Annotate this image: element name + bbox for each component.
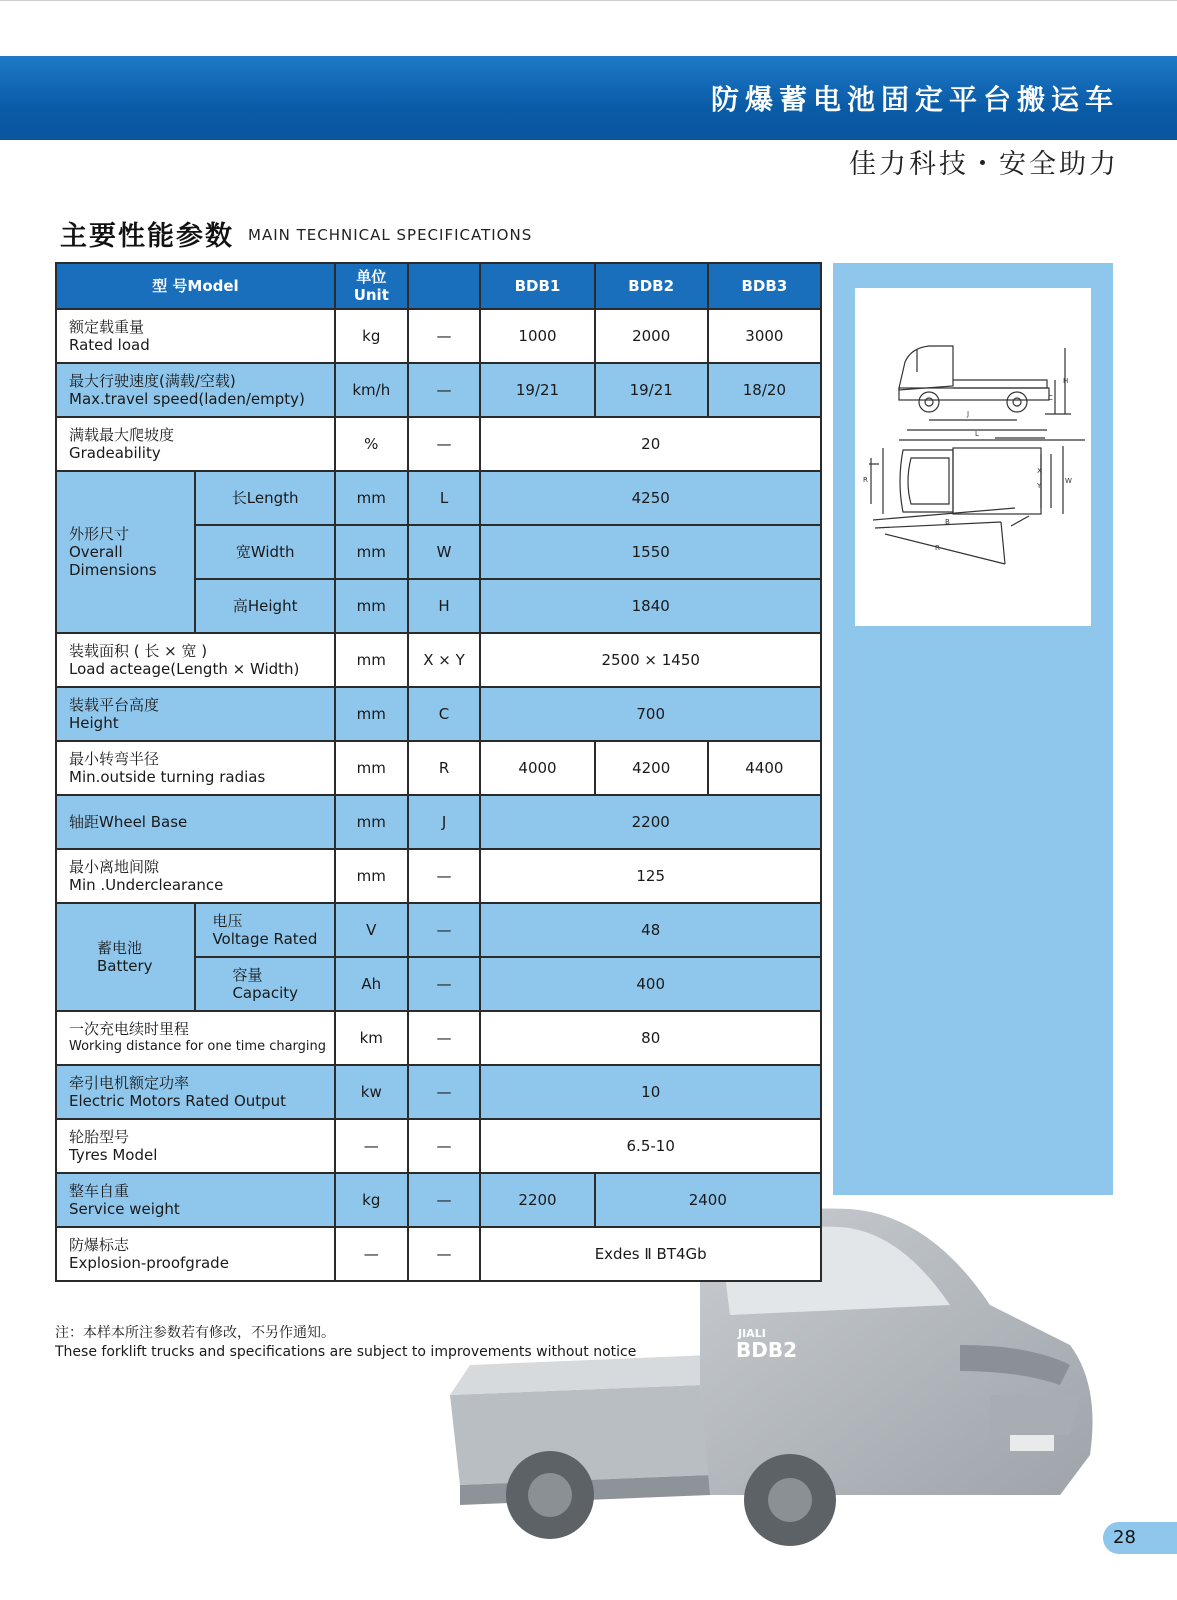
table-row-gradeability: [56, 417, 821, 471]
table-row-explosion-grade: [56, 1227, 821, 1281]
row-unit: mm: [335, 579, 408, 633]
table-row-max-speed: [56, 363, 821, 417]
group-label-battery: [56, 903, 195, 1011]
row-label: [56, 309, 335, 363]
row-symbol: —: [408, 309, 481, 363]
row-unit: kw: [335, 1065, 408, 1119]
spec-table: [55, 262, 822, 1282]
header-bdb2: BDB2: [595, 263, 708, 309]
value-all: Exdes Ⅱ BT4Gb: [480, 1227, 821, 1281]
row-label-zh: 最大行驶速度(满载/空载): [69, 372, 236, 390]
top-rule: [0, 0, 1177, 1]
row-symbol: L: [408, 471, 481, 525]
group-label-zh: 外形尺寸: [69, 525, 130, 543]
truck-brand: JIALI: [738, 1327, 766, 1340]
row-label-en: Min.outside turning radias: [69, 768, 266, 786]
row-symbol: —: [408, 1065, 481, 1119]
header-symbol: [408, 263, 481, 309]
row-label-zh: 最小转弯半径: [69, 750, 160, 768]
value-bdb3: 3000: [708, 309, 821, 363]
row-label-zh: 轮胎型号: [69, 1128, 130, 1146]
row-symbol: R: [408, 741, 481, 795]
value-all: 48: [480, 903, 821, 957]
sub-label: 高Height: [195, 579, 334, 633]
sub-label-zh: 电压: [212, 912, 243, 930]
section-title: 主要性能参数: [60, 221, 234, 252]
row-label: [56, 741, 335, 795]
value-all: 20: [480, 417, 821, 471]
row-label-zh: 最小离地间隙: [69, 858, 160, 876]
row-label: [56, 1119, 335, 1173]
value-all: 10: [480, 1065, 821, 1119]
row-symbol: —: [408, 1011, 481, 1065]
row-symbol: C: [408, 687, 481, 741]
row-label-en: Service weight: [69, 1200, 180, 1218]
row-unit: V: [335, 903, 408, 957]
table-row-tyres: [56, 1119, 821, 1173]
row-label: 轴距Wheel Base: [56, 795, 335, 849]
row-label: [56, 417, 335, 471]
row-label: [56, 1173, 335, 1227]
row-unit: mm: [335, 849, 408, 903]
table-header-row: [56, 263, 821, 309]
row-symbol: —: [408, 849, 481, 903]
row-label-zh: 一次充电续时里程: [69, 1020, 190, 1038]
row-unit: mm: [335, 633, 408, 687]
svg-text:R: R: [935, 544, 940, 552]
row-symbol: —: [408, 363, 481, 417]
row-label: [56, 633, 335, 687]
footnote-zh: 注：本样本所注参数若有修改，不另作通知。: [55, 1325, 335, 1341]
row-symbol: W: [408, 525, 481, 579]
value-all: 125: [480, 849, 821, 903]
sub-label-en: Capacity: [232, 984, 298, 1002]
svg-text:B: B: [945, 518, 950, 526]
row-label-en: Load acteage(Length × Width): [69, 660, 300, 678]
page-number: 28: [1113, 1527, 1136, 1548]
row-label-en: Working distance for one time charging: [69, 1039, 327, 1054]
row-unit: km/h: [335, 363, 408, 417]
header-banner: [0, 56, 1177, 140]
value-all: 400: [480, 957, 821, 1011]
header-unit: [335, 263, 408, 309]
row-label-zh: 满载最大爬坡度: [69, 426, 175, 444]
value-bdb2-bdb3: 2400: [595, 1173, 821, 1227]
section-subtitle: MAIN TECHNICAL SPECIFICATIONS: [248, 226, 533, 244]
row-label-zh: 牵引电机额定功率: [69, 1074, 190, 1092]
value-all: 1550: [480, 525, 821, 579]
row-label: [56, 1065, 335, 1119]
table-row-load-area: [56, 633, 821, 687]
row-unit: kg: [335, 1173, 408, 1227]
value-all: 4250: [480, 471, 821, 525]
row-label-en: Electric Motors Rated Output: [69, 1092, 287, 1110]
svg-text:X: X: [1037, 467, 1042, 475]
truck-dimension-drawing: [855, 288, 1091, 626]
row-label-en: Min .Underclearance: [69, 876, 224, 894]
row-symbol: —: [408, 1173, 481, 1227]
table-row-platform-height: [56, 687, 821, 741]
sub-label-en: Voltage Rated: [212, 930, 318, 948]
svg-text:H: H: [1063, 377, 1069, 385]
row-label-zh: 装载平台高度: [69, 696, 160, 714]
row-symbol: —: [408, 957, 481, 1011]
row-label-zh: 整车自重: [69, 1182, 130, 1200]
row-symbol: —: [408, 417, 481, 471]
header-bdb1: BDB1: [480, 263, 594, 309]
value-all: 1840: [480, 579, 821, 633]
group-label-en-2: Dimensions: [69, 561, 157, 579]
row-symbol: X × Y: [408, 633, 481, 687]
row-label-en: Explosion-proofgrade: [69, 1254, 229, 1272]
svg-text:W: W: [1065, 477, 1072, 485]
header-model: 型 号Model: [56, 263, 335, 309]
header-unit-zh: 单位: [356, 268, 387, 286]
group-label-en: Battery: [97, 957, 153, 975]
table-row-wheel-base: [56, 795, 821, 849]
svg-text:Y: Y: [1037, 482, 1042, 490]
value-all: 700: [480, 687, 821, 741]
row-label-en: Gradeability: [69, 444, 161, 462]
row-unit: km: [335, 1011, 408, 1065]
footnote: [55, 1324, 636, 1362]
header-unit-en: Unit: [353, 286, 389, 304]
row-unit: mm: [335, 687, 408, 741]
row-label: [56, 687, 335, 741]
row-label-zh: 防爆标志: [69, 1236, 130, 1254]
row-symbol: J: [408, 795, 481, 849]
banner-title: 防爆蓄电池固定平台搬运车: [710, 83, 1119, 116]
sub-label: [195, 957, 334, 1011]
row-symbol: —: [408, 1227, 481, 1281]
slogan: 佳力科技・安全助力: [849, 149, 1119, 180]
row-label: [56, 1227, 335, 1281]
row-label-en: Max.travel speed(laden/empty): [69, 390, 305, 408]
row-label: [56, 1011, 335, 1065]
value-bdb1: 19/21: [480, 363, 594, 417]
sub-label: 长Length: [195, 471, 334, 525]
svg-text:R: R: [863, 476, 868, 484]
row-unit: mm: [335, 525, 408, 579]
value-bdb2: 19/21: [595, 363, 708, 417]
row-label-en: Rated load: [69, 336, 150, 354]
value-bdb3: 4400: [708, 741, 821, 795]
row-label-en: Height: [69, 714, 119, 732]
value-all: 2500 × 1450: [480, 633, 821, 687]
value-all: 2200: [480, 795, 821, 849]
table-row-turning-radius: [56, 741, 821, 795]
row-label-zh: 装载面积 ( 长 × 宽 ): [69, 642, 208, 660]
row-symbol: —: [408, 1119, 481, 1173]
svg-text:J: J: [967, 410, 970, 418]
value-all: 6.5-10: [480, 1119, 821, 1173]
table-row-working-distance: [56, 1011, 821, 1065]
value-bdb1: 1000: [480, 309, 594, 363]
row-label: [56, 849, 335, 903]
row-symbol: H: [408, 579, 481, 633]
row-label-zh: 额定载重量: [69, 318, 145, 336]
table-row-voltage: [56, 903, 821, 957]
header-bdb3: BDB3: [708, 263, 821, 309]
group-label-en-1: Overall: [69, 543, 123, 561]
value-bdb3: 18/20: [708, 363, 821, 417]
row-unit: mm: [335, 795, 408, 849]
sub-label-zh: 容量: [232, 966, 263, 984]
row-unit: —: [335, 1227, 408, 1281]
row-unit: mm: [335, 741, 408, 795]
row-symbol: —: [408, 903, 481, 957]
table-row-rated-load: [56, 309, 821, 363]
group-label-dimensions: [56, 471, 195, 633]
row-unit: %: [335, 417, 408, 471]
row-unit: Ah: [335, 957, 408, 1011]
sub-label: [195, 903, 334, 957]
value-bdb2: 4200: [595, 741, 708, 795]
table-row-underclearance: [56, 849, 821, 903]
row-unit: kg: [335, 309, 408, 363]
group-label-zh: 蓄电池: [97, 939, 143, 957]
dimension-diagram: [855, 288, 1091, 626]
row-unit: mm: [335, 471, 408, 525]
row-unit: —: [335, 1119, 408, 1173]
table-row-length: [56, 471, 821, 525]
value-all: 80: [480, 1011, 821, 1065]
row-label-en: Tyres Model: [69, 1146, 158, 1164]
svg-text:L: L: [975, 430, 979, 438]
svg-text:C: C: [1048, 394, 1053, 402]
truck-model-label: BDB2: [736, 1338, 798, 1362]
value-bdb1: 2200: [480, 1173, 594, 1227]
value-bdb1: 4000: [480, 741, 594, 795]
value-bdb2: 2000: [595, 309, 708, 363]
table-row-service-weight: [56, 1173, 821, 1227]
footnote-en: These forklift trucks and specifications are subject to improvements without notice: [55, 1344, 637, 1360]
row-label: [56, 363, 335, 417]
sub-label: 宽Width: [195, 525, 334, 579]
table-row-motor-output: [56, 1065, 821, 1119]
